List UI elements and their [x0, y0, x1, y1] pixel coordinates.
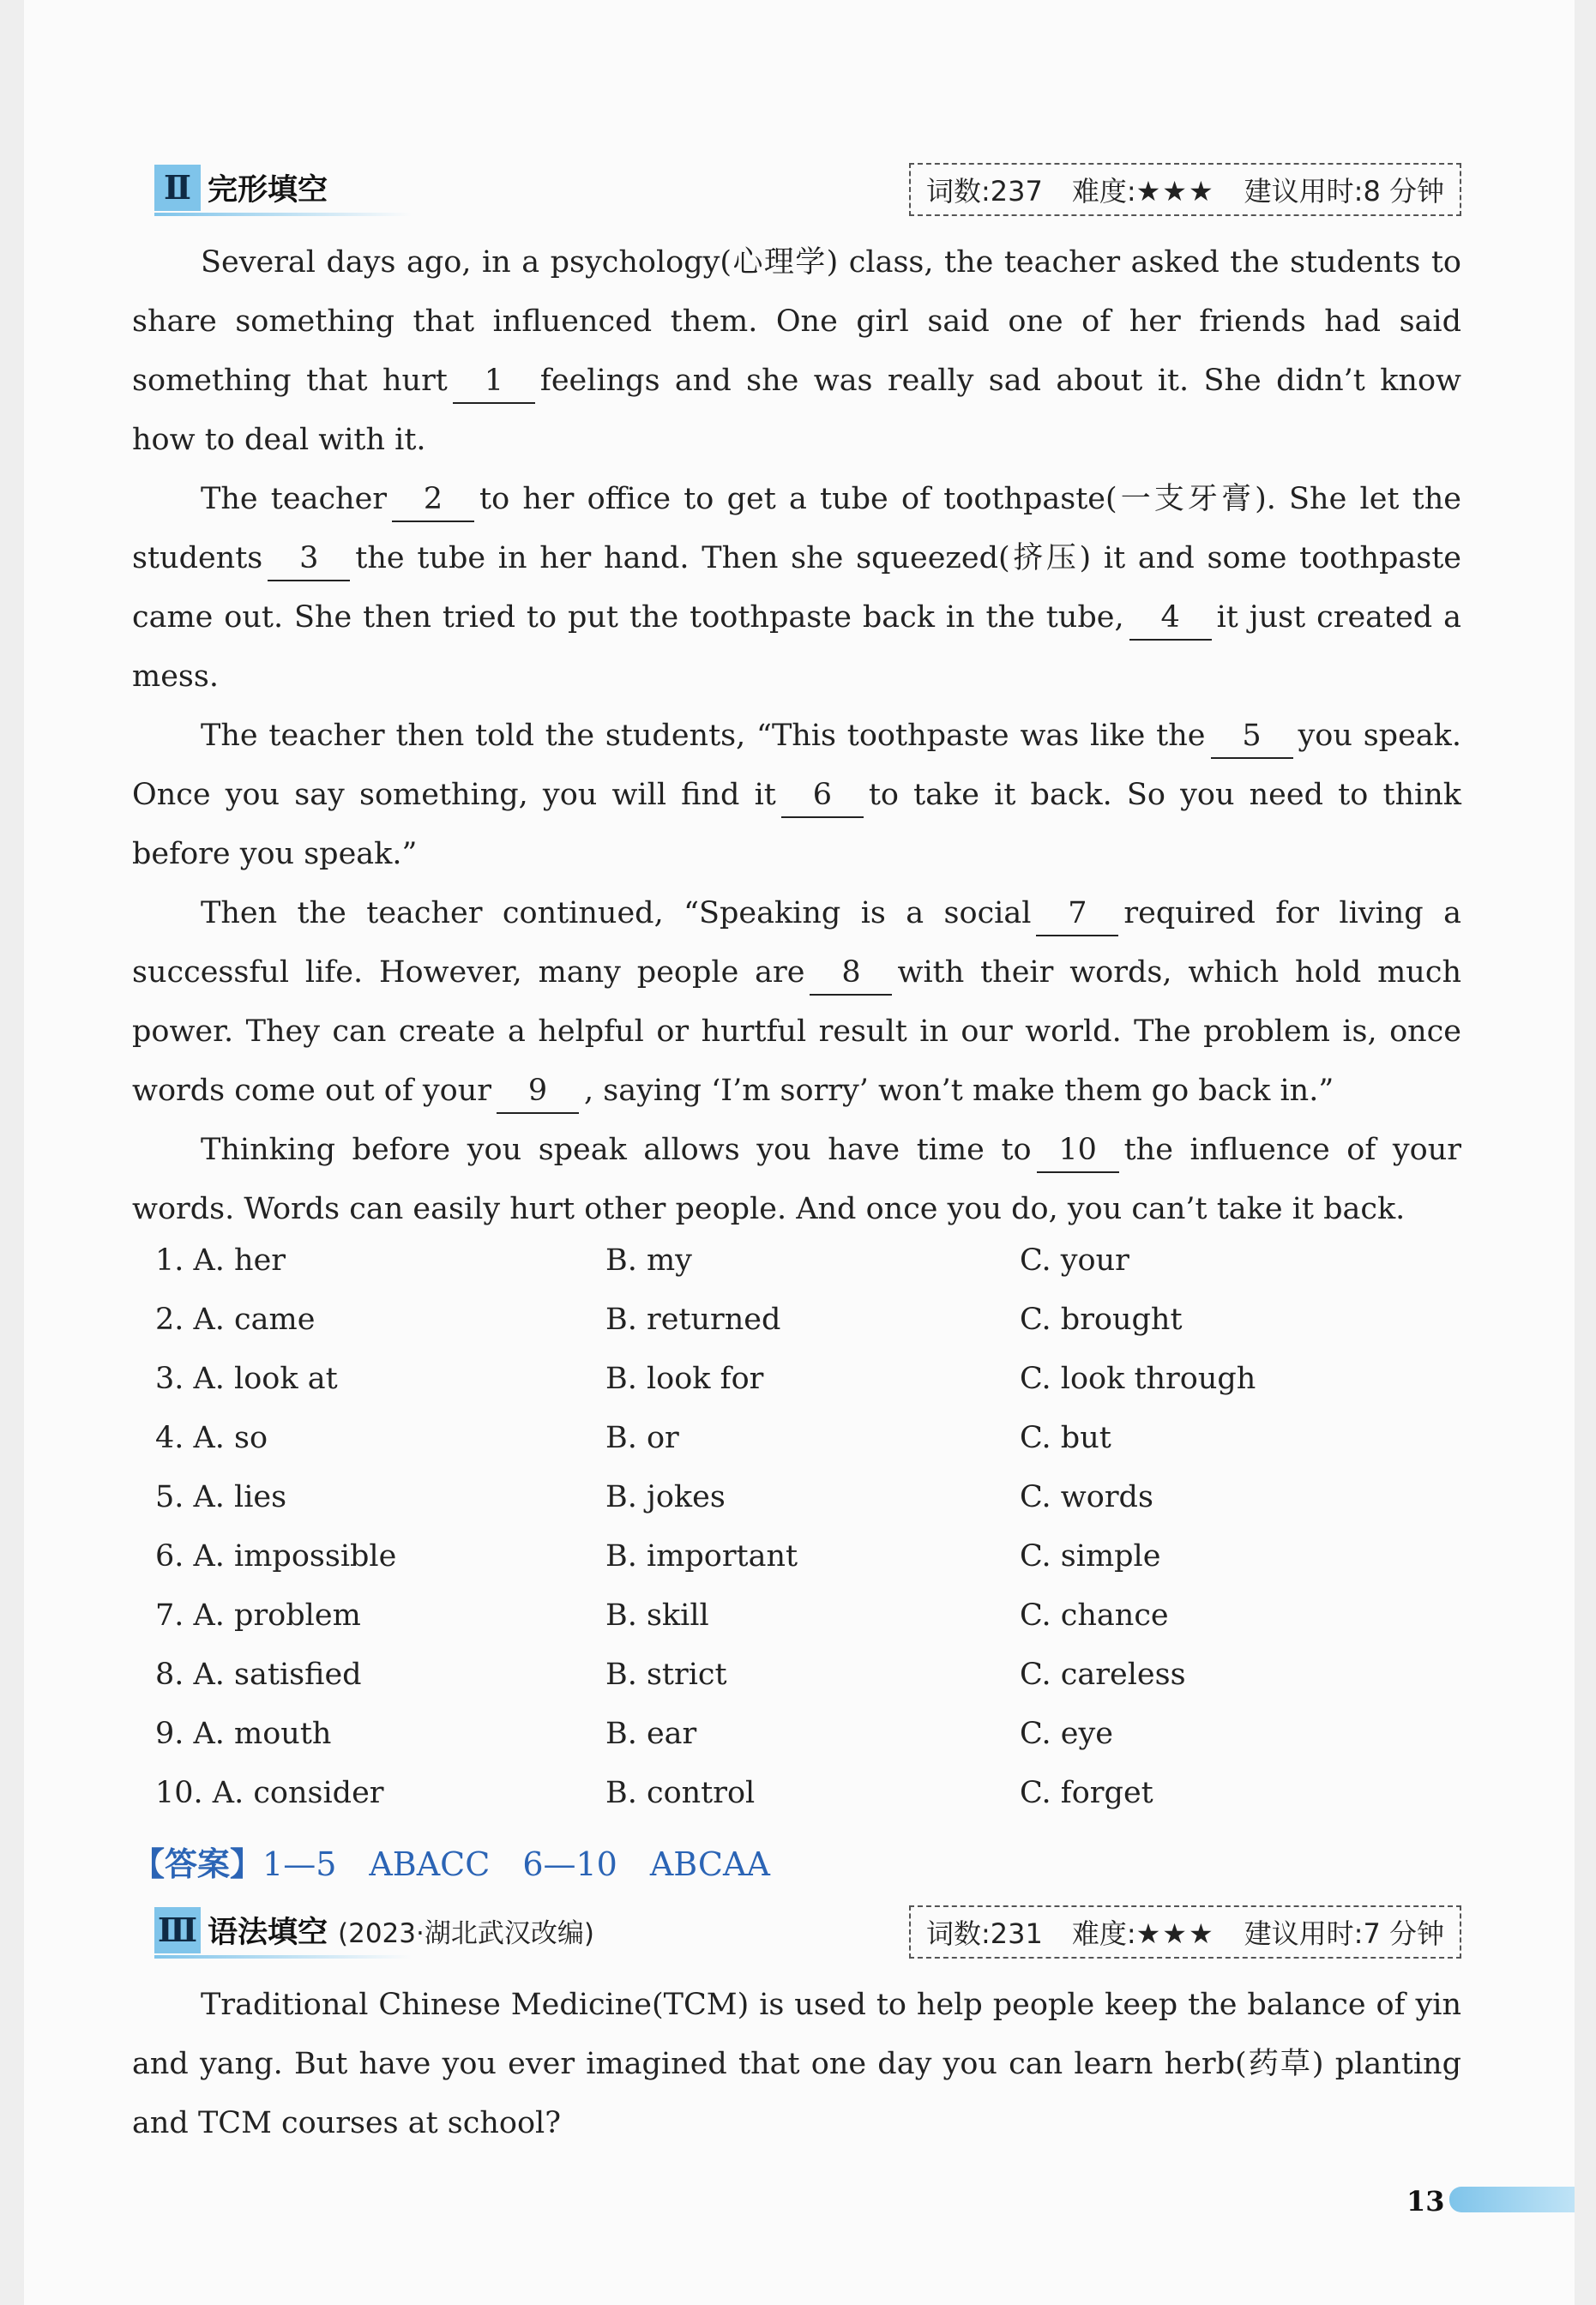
option-b[interactable]: B. control — [605, 1776, 756, 1810]
word-count: 词数:231 — [925, 1917, 1043, 1950]
difficulty-label: 难度: — [1071, 175, 1136, 208]
option-c[interactable]: C. forget — [1020, 1776, 1153, 1810]
option-c[interactable]: C. careless — [1020, 1658, 1186, 1692]
option-b[interactable]: B. my — [605, 1243, 692, 1278]
paragraph-1: Traditional Chinese Medicine(TCM) is used to help people keep the balance of yin and yang. But have you ever imagined that one day you can learn herb(药草) planting and TCM courses at school? — [132, 1988, 1461, 2140]
option-b[interactable]: B. skill — [605, 1598, 709, 1633]
text: you speak. Once you say something, you will find it — [132, 719, 1462, 812]
option-b[interactable]: B. or — [605, 1421, 679, 1455]
option-c[interactable]: C. but — [1020, 1421, 1111, 1455]
text: Thinking before you speak allows you have time to — [201, 1133, 1032, 1167]
blank-8[interactable]: 8 — [810, 951, 892, 996]
option-row — [155, 1776, 1356, 1835]
suggested-time: 建议用时:7 分钟 — [1244, 1917, 1444, 1950]
option-row — [155, 1717, 1356, 1776]
option-row — [155, 1539, 1356, 1598]
option-row — [155, 1598, 1356, 1658]
option-a[interactable]: 7. A. problem — [155, 1598, 361, 1633]
text: The teacher — [201, 482, 388, 516]
blank-10[interactable]: 10 — [1037, 1128, 1119, 1173]
blank-6[interactable]: 6 — [781, 773, 864, 818]
option-a[interactable]: 6. A. impossible — [155, 1539, 397, 1574]
text: Then the teacher continued, “Speaking is a social — [201, 896, 1032, 930]
blank-4[interactable]: 4 — [1129, 596, 1212, 641]
paragraph-4 — [132, 884, 1461, 1121]
text: Several days ago, in a psychology(心理学) class, the teacher asked the students to share something that influenced them. One girl said one of her friends had said something that hurt — [132, 245, 1461, 398]
text: to her office to get a tube of toothpaste(一支牙膏). She let the students — [132, 482, 1461, 575]
blank-7[interactable]: 7 — [1036, 892, 1118, 936]
blank-5[interactable]: 5 — [1211, 714, 1293, 759]
blank-3[interactable]: 3 — [268, 537, 350, 581]
text: required for living a successful life. However, many people are — [132, 896, 1461, 990]
option-a[interactable]: 10. A. consider — [155, 1776, 384, 1810]
option-a[interactable]: 3. A. look at — [155, 1362, 338, 1396]
answer-key — [132, 1838, 770, 1885]
blank-2[interactable]: 2 — [392, 478, 474, 522]
option-row — [155, 1303, 1356, 1362]
section-badge — [154, 163, 328, 213]
answer-label: 【答案】 — [132, 1845, 263, 1883]
option-b[interactable]: B. jokes — [605, 1480, 726, 1514]
option-row — [155, 1421, 1356, 1480]
section-title: 语法填空 — [208, 1916, 328, 1950]
option-a[interactable]: 5. A. lies — [155, 1480, 287, 1514]
paragraph-1 — [132, 233, 1461, 470]
option-b[interactable]: B. ear — [605, 1717, 697, 1751]
section-numeral: Ⅲ — [154, 1907, 201, 1953]
difficulty — [1072, 1912, 1215, 1952]
text: to take it back. So you need to think before you speak.” — [132, 778, 1461, 871]
option-row — [155, 1480, 1356, 1539]
option-c[interactable]: C. chance — [1020, 1598, 1169, 1633]
section-badge — [154, 1905, 594, 1955]
difficulty-stars: ★★★ — [1135, 175, 1215, 208]
section-3-header — [132, 1905, 1461, 1965]
section-source: (2023·湖北武汉改编) — [338, 1917, 594, 1949]
difficulty-stars: ★★★ — [1135, 1917, 1215, 1950]
page-number: 13 — [1406, 2185, 1445, 2218]
section-title: 完形填空 — [208, 173, 328, 208]
text: it just created a mess. — [132, 600, 1461, 694]
grammar-passage — [132, 1976, 1461, 2153]
option-row — [155, 1658, 1356, 1717]
blank-1[interactable]: 1 — [453, 359, 535, 404]
option-c[interactable]: C. words — [1020, 1480, 1153, 1514]
section-underline — [154, 1955, 412, 1959]
text: , saying ‘I’m sorry’ won’t make them go back in.” — [584, 1074, 1334, 1108]
difficulty-label: 难度: — [1071, 1917, 1136, 1950]
paragraph-3 — [132, 707, 1461, 884]
info-box — [909, 1905, 1461, 1959]
difficulty — [1072, 170, 1215, 209]
paragraph-2 — [132, 470, 1461, 707]
section-numeral: Ⅱ — [154, 165, 201, 211]
text: the tube in her hand. Then she squeezed(挤压) it and some toothpaste came out. She then tried to put the toothpaste back in the tube, — [132, 541, 1461, 635]
option-a[interactable]: 8. A. satisfied — [155, 1658, 362, 1692]
option-a[interactable]: 2. A. came — [155, 1303, 316, 1337]
option-c[interactable]: C. simple — [1020, 1539, 1161, 1574]
option-a[interactable]: 1. A. her — [155, 1243, 286, 1278]
option-a[interactable]: 9. A. mouth — [155, 1717, 332, 1751]
option-row — [155, 1362, 1356, 1421]
option-c[interactable]: C. brought — [1020, 1303, 1183, 1337]
word-count: 词数:237 — [925, 175, 1043, 208]
cloze-passage — [132, 233, 1461, 1239]
section-underline — [154, 213, 412, 216]
text: The teacher then told the students, “This toothpaste was like the — [201, 719, 1206, 753]
suggested-time: 建议用时:8 分钟 — [1244, 175, 1444, 208]
page-number-bar — [1449, 2187, 1575, 2212]
option-c[interactable]: C. eye — [1020, 1717, 1113, 1751]
blank-9[interactable]: 9 — [497, 1069, 579, 1114]
answer-text: 1—5 ABACC 6—10 ABCAA — [262, 1845, 770, 1883]
option-b[interactable]: B. look for — [605, 1362, 764, 1396]
option-c[interactable]: C. look through — [1020, 1362, 1256, 1396]
paragraph-5 — [132, 1121, 1461, 1239]
text: feelings and she was really sad about it. She didn’t know how to deal with it. — [132, 364, 1461, 457]
option-b[interactable]: B. strict — [605, 1658, 727, 1692]
text: with their words, which hold much power. They can create a helpful or hurtful result in our world. The problem is, once words come out of your — [132, 955, 1461, 1108]
info-box — [909, 163, 1461, 216]
option-a[interactable]: 4. A. so — [155, 1421, 268, 1455]
section-2-header — [132, 163, 1461, 223]
option-b[interactable]: B. returned — [605, 1303, 781, 1337]
text: the influence of your words. Words can easily hurt other people. And once you do, you can’t take it back. — [132, 1133, 1461, 1226]
option-c[interactable]: C. your — [1020, 1243, 1129, 1278]
option-b[interactable]: B. important — [605, 1539, 798, 1574]
option-row — [155, 1243, 1356, 1303]
